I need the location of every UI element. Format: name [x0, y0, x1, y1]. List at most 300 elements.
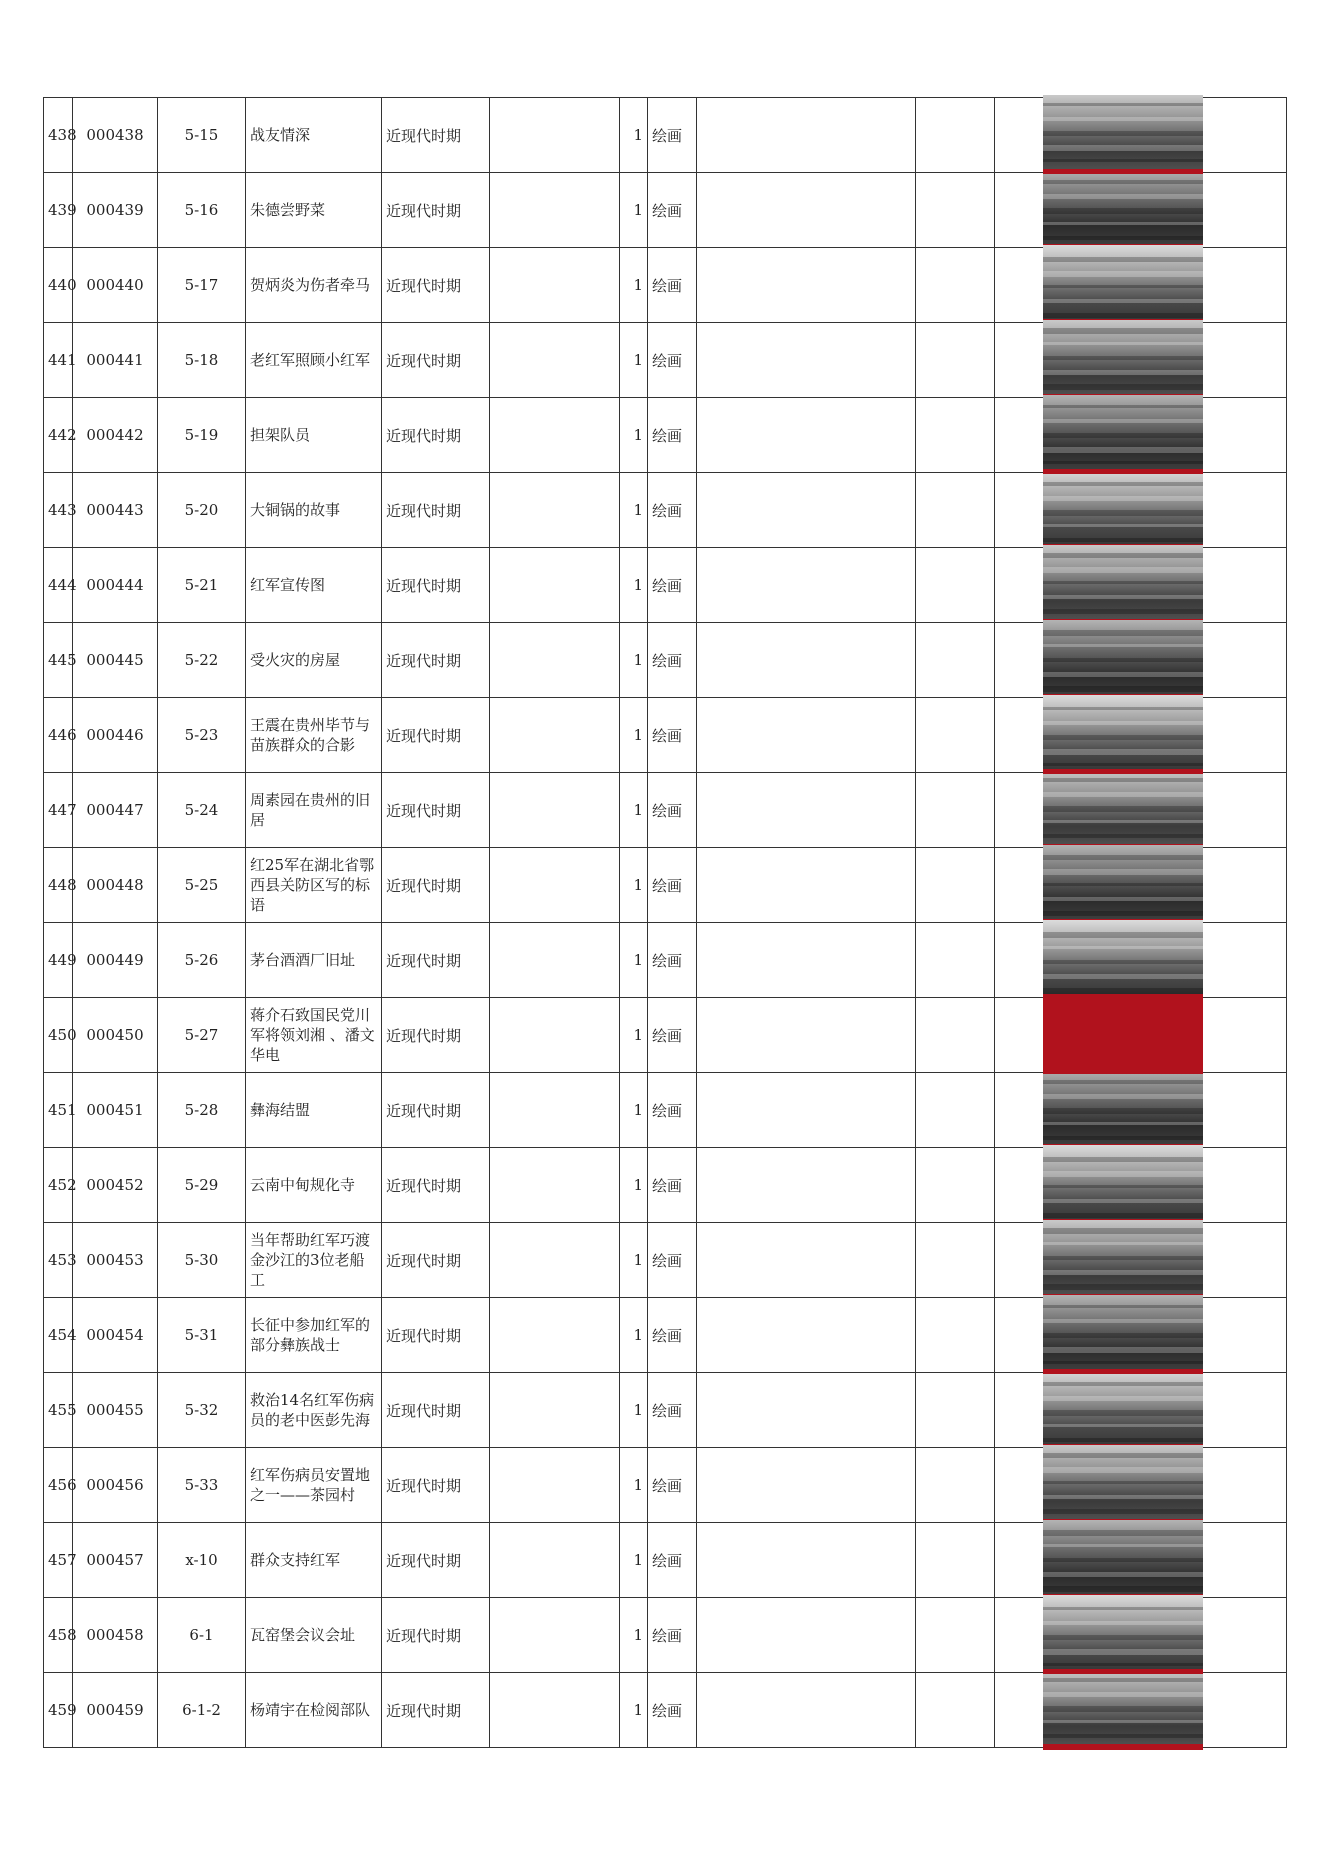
thumbnail-texture [1043, 145, 1203, 151]
thumbnail-frame-band [1043, 1370, 1203, 1374]
row-seq: 450 [44, 998, 73, 1073]
row-image [995, 1373, 1287, 1448]
table-row [44, 998, 1287, 1073]
row-category: 绘画 [648, 1148, 697, 1223]
thumbnail-texture [1043, 159, 1203, 162]
thumbnail-photo [1043, 1595, 1203, 1675]
thumbnail-texture [1043, 131, 1203, 136]
row-empty-a [490, 848, 620, 923]
thumbnail-texture [1043, 1410, 1203, 1416]
row-code: 5-15 [158, 98, 246, 173]
row-category: 绘画 [648, 848, 697, 923]
row-seq: 448 [44, 848, 73, 923]
thumbnail-texture [1043, 792, 1203, 797]
row-empty-b [697, 1598, 916, 1673]
row-period: 近现代时期 [382, 998, 490, 1073]
row-id: 000442 [73, 398, 158, 473]
thumbnail-texture [1043, 1122, 1203, 1125]
row-title: 救治14名红军伤病员的老中医彭先海 [246, 1373, 382, 1448]
thumbnail-texture [1043, 1396, 1203, 1401]
thumbnail-texture [1043, 328, 1203, 334]
row-period: 近现代时期 [382, 1148, 490, 1223]
thumbnail-texture [1043, 960, 1203, 964]
row-code: 6-1 [158, 1598, 246, 1673]
row-id: 000452 [73, 1148, 158, 1223]
row-qty: 1 [620, 923, 648, 998]
artwork-thumbnail [1043, 395, 1203, 475]
thumbnail-photo [1043, 695, 1203, 775]
artwork-thumbnail [1043, 1070, 1203, 1150]
row-empty-c [916, 323, 995, 398]
row-seq: 438 [44, 98, 73, 173]
thumbnail-texture [1043, 1586, 1203, 1592]
row-title: 老红军照顾小红军 [246, 323, 382, 398]
row-category: 绘画 [648, 473, 697, 548]
thumbnail-texture [1043, 869, 1203, 875]
artwork-thumbnail [1043, 1145, 1203, 1225]
thumbnail-texture [1043, 1509, 1203, 1514]
row-empty-a [490, 1223, 620, 1298]
thumbnail-photo [1043, 245, 1203, 325]
thumbnail-frame-band [1043, 995, 1203, 1075]
thumbnail-texture [1043, 433, 1203, 438]
row-title: 大铜锅的故事 [246, 473, 382, 548]
row-seq: 459 [44, 1673, 73, 1748]
row-category: 绘画 [648, 1448, 697, 1523]
row-empty-b [697, 398, 916, 473]
row-period: 近现代时期 [382, 1298, 490, 1373]
thumbnail-texture [1043, 1663, 1203, 1666]
thumbnail-texture [1043, 974, 1203, 979]
row-title: 茅台酒酒厂旧址 [246, 923, 382, 998]
row-image [995, 1148, 1287, 1223]
row-category: 绘画 [648, 773, 697, 848]
row-title: 当年帮助红军巧渡金沙江的3位老船工 [246, 1223, 382, 1298]
row-id: 000454 [73, 1298, 158, 1373]
row-qty: 1 [620, 548, 648, 623]
row-seq: 439 [44, 173, 73, 248]
thumbnail-texture [1043, 553, 1203, 558]
thumbnail-photo [1043, 920, 1203, 1000]
row-image [995, 1298, 1287, 1373]
thumbnail-texture [1043, 194, 1203, 199]
row-empty-c [916, 1073, 995, 1148]
row-category: 绘画 [648, 1673, 697, 1748]
thumbnail-photo [1043, 1445, 1203, 1525]
table-row [44, 1673, 1287, 1748]
thumbnail-texture [1043, 567, 1203, 573]
row-period: 近现代时期 [382, 1598, 490, 1673]
artwork-thumbnail [1043, 1520, 1203, 1600]
table-row [44, 1148, 1287, 1223]
row-qty: 1 [620, 1523, 648, 1598]
row-period: 近现代时期 [382, 173, 490, 248]
row-seq: 449 [44, 923, 73, 998]
row-seq: 458 [44, 1598, 73, 1673]
row-empty-b [697, 248, 916, 323]
row-empty-c [916, 1673, 995, 1748]
thumbnail-texture [1043, 1347, 1203, 1353]
row-qty: 1 [620, 1673, 648, 1748]
row-category: 绘画 [648, 248, 697, 323]
row-category: 绘画 [648, 1223, 697, 1298]
thumbnail-texture [1043, 834, 1203, 838]
row-empty-b [697, 623, 916, 698]
thumbnail-texture [1043, 1242, 1203, 1245]
table-row [44, 1448, 1287, 1523]
row-id: 000444 [73, 548, 158, 623]
row-empty-b [697, 323, 916, 398]
thumbnail-texture [1043, 932, 1203, 938]
row-id: 000451 [73, 1073, 158, 1148]
thumbnail-texture [1043, 1692, 1203, 1697]
row-empty-c [916, 998, 995, 1073]
thumbnail-texture [1043, 630, 1203, 636]
artwork-thumbnail [1043, 1445, 1203, 1525]
thumbnail-texture [1043, 721, 1203, 725]
thumbnail-texture [1043, 538, 1203, 542]
row-empty-c [916, 773, 995, 848]
thumbnail-texture [1043, 1678, 1203, 1682]
row-category: 绘画 [648, 923, 697, 998]
thumbnail-texture [1043, 778, 1203, 782]
row-empty-c [916, 1223, 995, 1298]
row-seq: 452 [44, 1148, 73, 1223]
thumbnail-texture [1043, 285, 1203, 288]
row-id: 000457 [73, 1523, 158, 1598]
row-empty-b [697, 998, 916, 1073]
row-code: 5-20 [158, 473, 246, 548]
row-image [995, 1073, 1287, 1148]
artwork-thumbnail [1043, 620, 1203, 700]
thumbnail-frame-band [1043, 470, 1203, 474]
thumbnail-photo [1043, 95, 1203, 175]
row-category: 绘画 [648, 98, 697, 173]
artwork-thumbnail [1043, 995, 1203, 1075]
row-empty-c [916, 923, 995, 998]
row-title: 瓦窑堡会议会址 [246, 1598, 382, 1673]
thumbnail-texture [1043, 180, 1203, 184]
row-id: 000459 [73, 1673, 158, 1748]
row-period: 近现代时期 [382, 1448, 490, 1523]
thumbnail-texture [1043, 1607, 1203, 1610]
thumbnail-frame-band [1043, 1670, 1203, 1674]
artwork-thumbnail [1043, 1370, 1203, 1450]
thumbnail-photo [1043, 1070, 1203, 1150]
row-image [995, 1673, 1287, 1748]
thumbnail-texture [1043, 883, 1203, 886]
thumbnail-photo [1043, 545, 1203, 625]
thumbnail-texture [1043, 1108, 1203, 1114]
row-empty-a [490, 323, 620, 398]
thumbnail-texture [1043, 1185, 1203, 1188]
thumbnail-texture [1043, 1157, 1203, 1162]
thumbnail-texture [1043, 1706, 1203, 1712]
row-period: 近现代时期 [382, 698, 490, 773]
thumbnail-texture [1043, 103, 1203, 106]
thumbnail-photo [1043, 845, 1203, 925]
thumbnail-texture [1043, 1649, 1203, 1655]
row-empty-b [697, 773, 916, 848]
row-id: 000456 [73, 1448, 158, 1523]
row-empty-c [916, 1598, 995, 1673]
row-empty-c [916, 473, 995, 548]
row-empty-a [490, 1598, 620, 1673]
thumbnail-texture [1043, 749, 1203, 755]
catalog-rows [44, 98, 1287, 1748]
row-seq: 442 [44, 398, 73, 473]
thumbnail-texture [1043, 672, 1203, 677]
row-code: 5-22 [158, 623, 246, 698]
thumbnail-caption-band [1043, 1744, 1203, 1750]
row-period: 近现代时期 [382, 1073, 490, 1148]
thumbnail-texture [1043, 1094, 1203, 1099]
row-code: 5-24 [158, 773, 246, 848]
thumbnail-texture [1043, 897, 1203, 901]
artwork-thumbnail [1043, 95, 1203, 175]
row-period: 近现代时期 [382, 248, 490, 323]
thumbnail-texture [1043, 609, 1203, 614]
table-row [44, 398, 1287, 473]
row-seq: 440 [44, 248, 73, 323]
row-code: 5-23 [158, 698, 246, 773]
row-qty: 1 [620, 623, 648, 698]
row-seq: 451 [44, 1073, 73, 1148]
row-image [995, 398, 1287, 473]
table-row [44, 698, 1287, 773]
row-code: 5-32 [158, 1373, 246, 1448]
row-seq: 441 [44, 323, 73, 398]
thumbnail-texture [1043, 1635, 1203, 1640]
table-row [44, 548, 1287, 623]
thumbnail-texture [1043, 1080, 1203, 1084]
row-category: 绘画 [648, 323, 697, 398]
row-category: 绘画 [648, 698, 697, 773]
row-category: 绘画 [648, 1523, 697, 1598]
row-image [995, 1448, 1287, 1523]
row-seq: 444 [44, 548, 73, 623]
artwork-thumbnail [1043, 1220, 1203, 1300]
thumbnail-photo [1043, 1520, 1203, 1600]
row-empty-c [916, 1298, 995, 1373]
table-row [44, 923, 1287, 998]
table-row [44, 248, 1287, 323]
thumbnail-texture [1043, 370, 1203, 375]
thumbnail-texture [1043, 208, 1203, 214]
row-empty-b [697, 98, 916, 173]
row-empty-b [697, 1298, 916, 1373]
row-qty: 1 [620, 248, 648, 323]
row-seq: 455 [44, 1373, 73, 1448]
artwork-thumbnail [1043, 320, 1203, 400]
row-empty-a [490, 1523, 620, 1598]
thumbnail-texture [1043, 1424, 1203, 1427]
row-qty: 1 [620, 1373, 648, 1448]
row-code: 5-25 [158, 848, 246, 923]
row-code: 5-16 [158, 173, 246, 248]
table-row [44, 173, 1287, 248]
row-empty-a [490, 473, 620, 548]
row-period: 近现代时期 [382, 398, 490, 473]
thumbnail-photo [1043, 620, 1203, 700]
thumbnail-texture [1043, 257, 1203, 262]
row-empty-c [916, 548, 995, 623]
thumbnail-photo [1043, 1220, 1203, 1300]
thumbnail-texture [1043, 1382, 1203, 1386]
artwork-thumbnail [1043, 470, 1203, 550]
thumbnail-texture [1043, 658, 1203, 662]
row-qty: 1 [620, 1223, 648, 1298]
row-title: 杨靖宇在检阅部队 [246, 1673, 382, 1748]
thumbnail-texture [1043, 1481, 1203, 1484]
row-qty: 1 [620, 773, 648, 848]
row-empty-c [916, 848, 995, 923]
thumbnail-texture [1043, 1136, 1203, 1140]
row-qty: 1 [620, 998, 648, 1073]
artwork-thumbnail [1043, 770, 1203, 850]
row-empty-c [916, 623, 995, 698]
row-empty-a [490, 98, 620, 173]
thumbnail-texture [1043, 1572, 1203, 1577]
row-empty-c [916, 98, 995, 173]
row-empty-a [490, 698, 620, 773]
row-empty-a [490, 1673, 620, 1748]
row-period: 近现代时期 [382, 323, 490, 398]
thumbnail-texture [1043, 1495, 1203, 1499]
row-empty-a [490, 248, 620, 323]
row-qty: 1 [620, 473, 648, 548]
row-empty-b [697, 1148, 916, 1223]
thumbnail-frame-band [1043, 170, 1203, 174]
row-title: 周素园在贵州的旧居 [246, 773, 382, 848]
row-category: 绘画 [648, 398, 697, 473]
row-code: 5-26 [158, 923, 246, 998]
row-period: 近现代时期 [382, 923, 490, 998]
row-image [995, 548, 1287, 623]
row-image [995, 923, 1287, 998]
row-image [995, 623, 1287, 698]
row-empty-b [697, 173, 916, 248]
row-empty-b [697, 473, 916, 548]
row-empty-b [697, 848, 916, 923]
thumbnail-photo [1043, 320, 1203, 400]
row-image [995, 1223, 1287, 1298]
thumbnail-texture [1043, 1171, 1203, 1177]
thumbnail-texture [1043, 1734, 1203, 1738]
row-id: 000449 [73, 923, 158, 998]
thumbnail-texture [1043, 1530, 1203, 1536]
thumbnail-texture [1043, 356, 1203, 360]
row-empty-a [490, 1373, 620, 1448]
row-image [995, 173, 1287, 248]
artwork-thumbnail [1043, 245, 1203, 325]
row-title: 受火灾的房屋 [246, 623, 382, 698]
row-empty-c [916, 248, 995, 323]
row-empty-c [916, 1373, 995, 1448]
thumbnail-texture [1043, 236, 1203, 240]
artwork-thumbnail [1043, 695, 1203, 775]
thumbnail-photo [1043, 170, 1203, 250]
row-seq: 453 [44, 1223, 73, 1298]
row-image [995, 773, 1287, 848]
row-code: 5-28 [158, 1073, 246, 1148]
row-title: 蒋介石致国民党川军将领刘湘 、潘文华电 [246, 998, 382, 1073]
table-row [44, 323, 1287, 398]
row-id: 000450 [73, 998, 158, 1073]
row-period: 近现代时期 [382, 548, 490, 623]
row-empty-b [697, 698, 916, 773]
thumbnail-texture [1043, 222, 1203, 225]
thumbnail-texture [1043, 581, 1203, 584]
row-title: 贺炳炎为伤者牵马 [246, 248, 382, 323]
row-seq: 443 [44, 473, 73, 548]
thumbnail-texture [1043, 342, 1203, 345]
row-period: 近现代时期 [382, 623, 490, 698]
artwork-thumbnail [1043, 545, 1203, 625]
row-id: 000445 [73, 623, 158, 698]
thumbnail-texture [1043, 482, 1203, 486]
thumbnail-texture [1043, 405, 1203, 408]
thumbnail-texture [1043, 735, 1203, 740]
row-code: 5-18 [158, 323, 246, 398]
row-empty-c [916, 1148, 995, 1223]
thumbnail-texture [1043, 707, 1203, 710]
row-qty: 1 [620, 1148, 648, 1223]
thumbnail-texture [1043, 820, 1203, 823]
row-title: 彝海结盟 [246, 1073, 382, 1148]
row-id: 000438 [73, 98, 158, 173]
row-code: 5-30 [158, 1223, 246, 1298]
row-seq: 457 [44, 1523, 73, 1598]
row-period: 近现代时期 [382, 473, 490, 548]
row-id: 000443 [73, 473, 158, 548]
thumbnail-texture [1043, 271, 1203, 277]
thumbnail-texture [1043, 1333, 1203, 1338]
thumbnail-photo [1043, 395, 1203, 475]
row-empty-a [490, 1448, 620, 1523]
thumbnail-photo [1043, 1670, 1203, 1750]
row-seq: 456 [44, 1448, 73, 1523]
row-id: 000448 [73, 848, 158, 923]
row-code: 5-21 [158, 548, 246, 623]
thumbnail-texture [1043, 1284, 1203, 1290]
artwork-thumbnail [1043, 170, 1203, 250]
row-empty-a [490, 773, 620, 848]
row-empty-c [916, 173, 995, 248]
row-period: 近现代时期 [382, 1223, 490, 1298]
table-row [44, 1298, 1287, 1373]
thumbnail-texture [1043, 855, 1203, 860]
row-id: 000458 [73, 1598, 158, 1673]
thumbnail-texture [1043, 447, 1203, 453]
row-empty-a [490, 923, 620, 998]
row-image [995, 323, 1287, 398]
thumbnail-texture [1043, 419, 1203, 423]
table-row [44, 1523, 1287, 1598]
row-title: 战友情深 [246, 98, 382, 173]
table-row [44, 848, 1287, 923]
row-category: 绘画 [648, 1598, 697, 1673]
thumbnail-texture [1043, 1544, 1203, 1547]
row-category: 绘画 [648, 623, 697, 698]
row-qty: 1 [620, 1598, 648, 1673]
row-code: 5-17 [158, 248, 246, 323]
row-image [995, 1523, 1287, 1598]
row-empty-a [490, 548, 620, 623]
row-qty: 1 [620, 98, 648, 173]
thumbnail-photo [1043, 1145, 1203, 1225]
thumbnail-photo [1043, 1295, 1203, 1375]
